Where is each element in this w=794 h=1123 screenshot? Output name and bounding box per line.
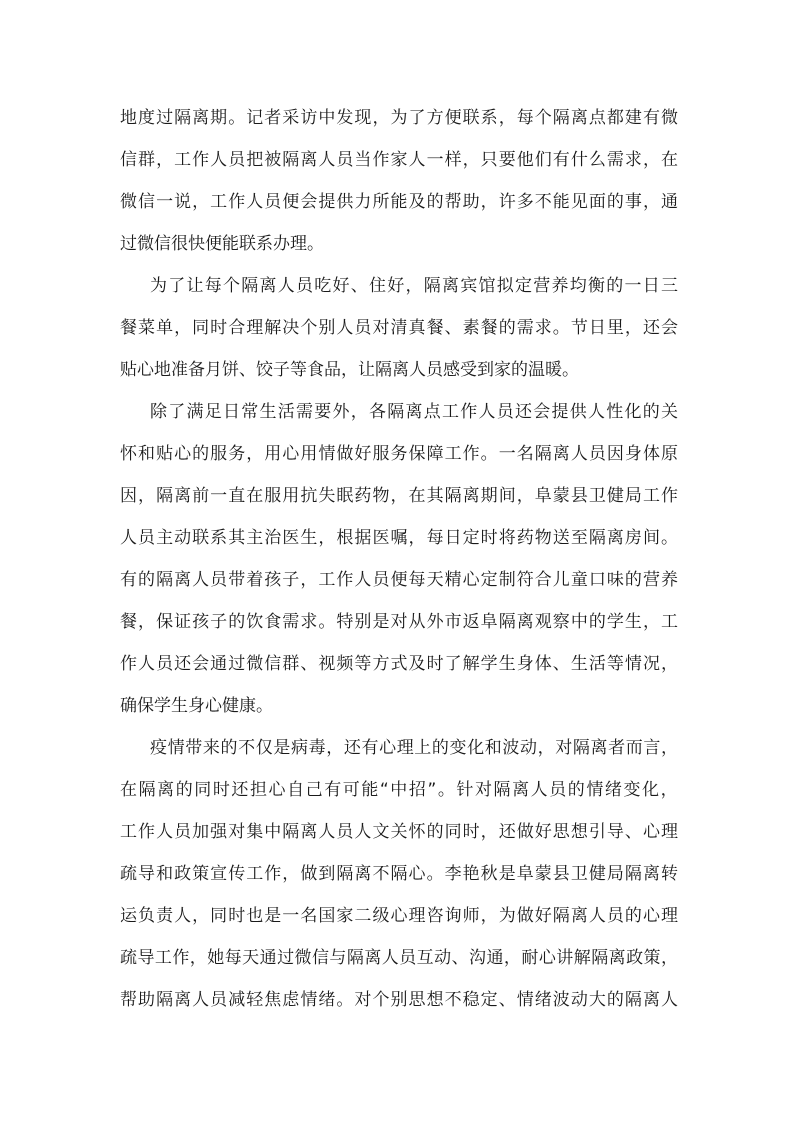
text-line: 贴心地准备月饼、饺子等食品，让隔离人员感受到家的温暖。 [120,360,579,380]
paragraph-first-line: 疫情带来的不仅是病毒，还有心理上的变化和波动，对隔离者而言， [150,738,679,758]
text-line: 信群，工作人员把被隔离人员当作家人一样，只要他们有什么需求，在 [120,150,680,170]
text-line: 餐菜单，同时合理解决个别人员对清真餐、素餐的需求。节日里，还会 [120,318,680,338]
text-line: 工作人员加强对集中隔离人员人文关怀的同时，还做好思想引导、心理 [120,822,680,842]
text-line: 过微信很快便能联系办理。 [120,234,324,254]
text-line: 运负责人，同时也是一名国家二级心理咨询师，为做好隔离人员的心理 [120,906,680,926]
paragraph-first-line: 除了满足日常生活需要外，各隔离点工作人员还会提供人性化的关 [150,402,680,422]
text-line: 帮助隔离人员减轻焦虑情绪。对个别思想不稳定、情绪波动大的隔离人 [120,990,680,1010]
text-line: 疏导工作，她每天通过微信与隔离人员互动、沟通，耐心讲解隔离政策， [120,948,679,968]
text-line: 有的隔离人员带着孩子，工作人员便每天精心定制符合儿童口味的营养 [120,570,680,590]
text-line: 人员主动联系其主治医生，根据医嘱，每日定时将药物送至隔离房间。 [120,528,680,548]
text-line: 怀和贴心的服务，用心用情做好服务保障工作。一名隔离人员因身体原 [120,444,680,464]
text-line: 在隔离的同时还担心自己有可能“中招”。针对隔离人员的情绪变化， [120,780,680,800]
text-line: 餐，保证孩子的饮食需求。特别是对从外市返阜隔离观察中的学生，工 [120,612,680,632]
text-line: 因，隔离前一直在服用抗失眠药物，在其隔离期间，阜蒙县卫健局工作 [120,486,680,506]
paragraph-first-line: 为了让每个隔离人员吃好、住好，隔离宾馆拟定营养均衡的一日三 [150,276,680,296]
text-line: 确保学生身心健康。 [120,696,273,716]
text-line: 作人员还会通过微信群、视频等方式及时了解学生身体、生活等情况， [120,654,680,674]
text-line: 疏导和政策宣传工作，做到隔离不隔心。李艳秋是阜蒙县卫健局隔离转 [120,864,680,884]
text-line: 地度过隔离期。记者采访中发现，为了方便联系，每个隔离点都建有微 [120,108,680,128]
text-line: 微信一说，工作人员便会提供力所能及的帮助，许多不能见面的事，通 [120,192,680,212]
